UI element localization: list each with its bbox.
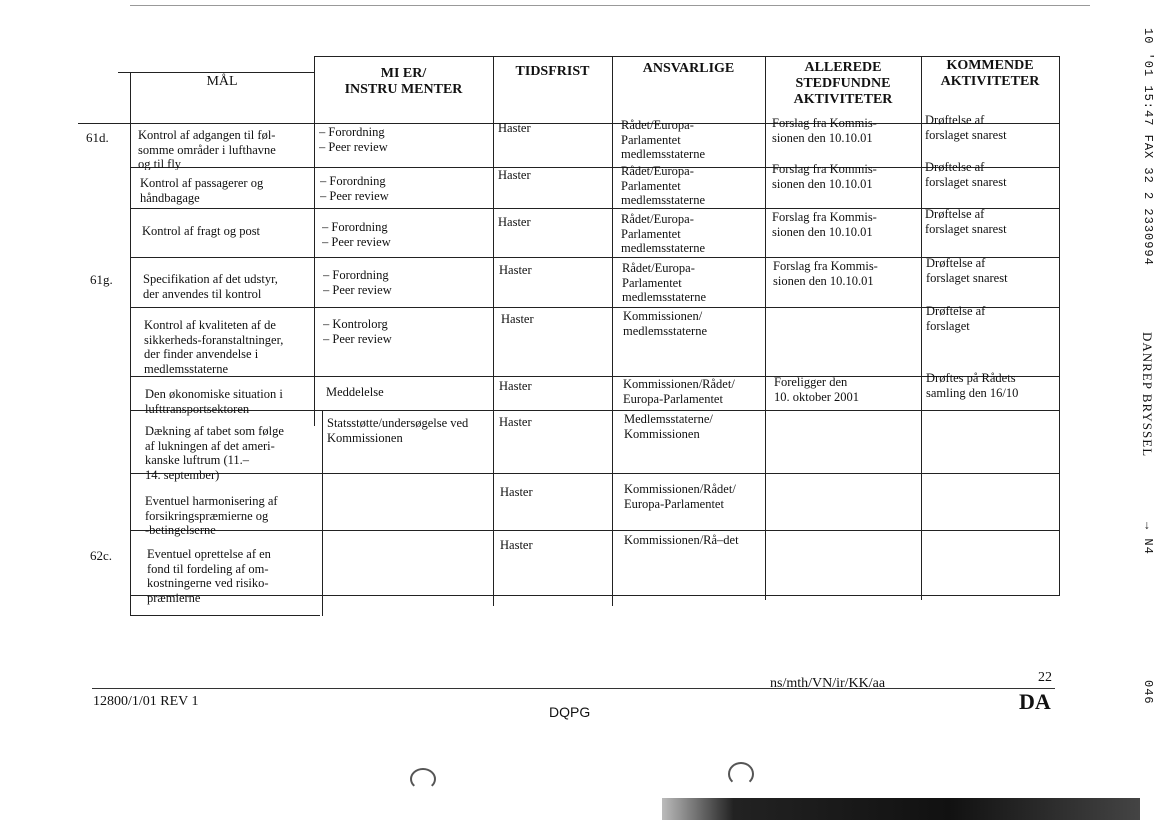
cell-midler: – Forordning – Peer review [322,220,391,249]
scan-artifact-mark [410,768,436,790]
header-tidsfrist: TIDSFRIST [515,64,590,79]
cell-ansvarlige: Rådet/Europa- Parlamentet medlemsstaterne [621,118,705,161]
scan-top-edge [130,5,1090,6]
cell-allerede: Forslag fra Kommis- sionen den 10.10.01 [772,116,877,145]
cell-tidsfrist: Haster [498,121,531,135]
header-ansvarlige: ANSVARLIGE [642,61,735,76]
cell-mal: Eventuel oprettelse af en fond til fordeling af om- kostningerne ved risiko- præmierne [147,547,271,605]
cell-ansvarlige: Kommissionen/Rådet/ Europa-Parlamentet [624,482,736,511]
footer-language: DA [1019,689,1051,714]
cell-midler: – Kontrolorg – Peer review [323,317,392,346]
fax-sender: DANREP BRYSSEL [1140,332,1155,458]
footer-docref: 12800/1/01 REV 1 [93,694,199,709]
cell-mal: Kontrol af passagerer og håndbagage [140,176,264,205]
cell-tidsfrist: Haster [500,485,533,499]
cell-mal: Kontrol af kvaliteten af de sikkerheds-foranstaltninger, der finder anvendelse i medlemsstaterne [144,318,284,376]
cell-ansvarlige: Kommissionen/Rå–det [624,533,739,547]
cell-mal: Dækning af tabet som følge af lukningen af det ameri- kanske luftrum (11.– 14. september) [145,424,284,482]
cell-mal: Specifikation af det udstyr, der anvendes til kontrol [143,272,278,301]
cell-allerede: Foreligger den 10. oktober 2001 [774,375,860,404]
fax-header: 10 '01 15:47 FAX 32 2 2330994 [1141,28,1155,266]
cell-tidsfrist: Haster [498,215,531,229]
cell-tidsfrist: Haster [500,538,533,552]
cell-kommende: Drøftelse af forslaget snarest [926,256,1008,285]
footer-initials: ns/mth/VN/ir/KK/aa [770,676,886,691]
footer-page-number: 22 [1038,670,1052,685]
cell-tidsfrist: Haster [499,415,532,429]
cell-kommende: Drøftelse af forslaget snarest [925,160,1007,189]
fax-destination: → N4 [1141,522,1155,555]
cell-ansvarlige: Kommissionen/Rådet/ Europa-Parlamentet [623,377,735,406]
cell-tidsfrist: Haster [501,312,534,326]
cell-tidsfrist: Haster [499,263,532,277]
cell-tidsfrist: Haster [499,379,532,393]
footer-dqpg: DQPG [549,704,591,720]
scan-edge-bar [662,798,1140,820]
cell-midler: – Forordning – Peer review [320,174,389,203]
cell-ansvarlige: Kommissionen/ medlemsstaterne [623,309,707,338]
cell-kommende: Drøftes på Rådets samling den 16/10 [926,371,1019,400]
cell-midler: Statsstøtte/undersøgelse ved Kommissionen [327,416,469,445]
scan-artifact-mark [728,762,754,786]
row-label-62c: 62c. [90,548,113,563]
cell-tidsfrist: Haster [498,168,531,182]
header-midler: MI ER/ INSTRU MENTER [344,66,463,97]
cell-kommende: Drøftelse af forslaget [926,304,986,333]
cell-midler: – Forordning – Peer review [319,125,388,154]
cell-ansvarlige: Medlemsstaterne/ Kommissionen [624,412,713,441]
cell-ansvarlige: Rådet/Europa- Parlamentet medlemsstaterne [622,261,706,304]
header-kommende: KOMMENDE AKTIVITETER [940,58,1040,89]
header-mal: MÅL [206,74,238,89]
fax-page: 046 [1141,680,1155,705]
cell-allerede: Forslag fra Kommis- sionen den 10.10.01 [773,259,878,288]
cell-ansvarlige: Rådet/Europa- Parlamentet medlemsstaterne [621,212,705,255]
header-allerede: ALLEREDE STEDFUNDNE AKTIVITETER [793,60,893,107]
cell-kommende: Drøftelse af forslaget snarest [925,113,1007,142]
cell-midler: Meddelelse [326,385,384,399]
cell-allerede: Forslag fra Kommis- sionen den 10.10.01 [772,210,877,239]
cell-allerede: Forslag fra Kommis- sionen den 10.10.01 [772,162,877,191]
cell-mal: Eventuel harmonisering af forsikringspræmierne og -betingelserne [145,494,278,537]
cell-mal: Kontrol af fragt og post [142,224,261,238]
cell-kommende: Drøftelse af forslaget snarest [925,207,1007,236]
footer-rule [92,688,1055,689]
cell-mal: Kontrol af adgangen til føl- somme områder i lufthavne og til fly [138,128,276,170]
cell-ansvarlige: Rådet/Europa- Parlamentet medlemsstaterne [621,164,705,207]
cell-midler: – Forordning – Peer review [323,268,392,297]
cell-mal: Den økonomiske situation i lufttransportsektoren [145,387,283,416]
row-label-61g: 61g. [90,272,113,287]
row-label-61d: 61d. [86,130,109,145]
